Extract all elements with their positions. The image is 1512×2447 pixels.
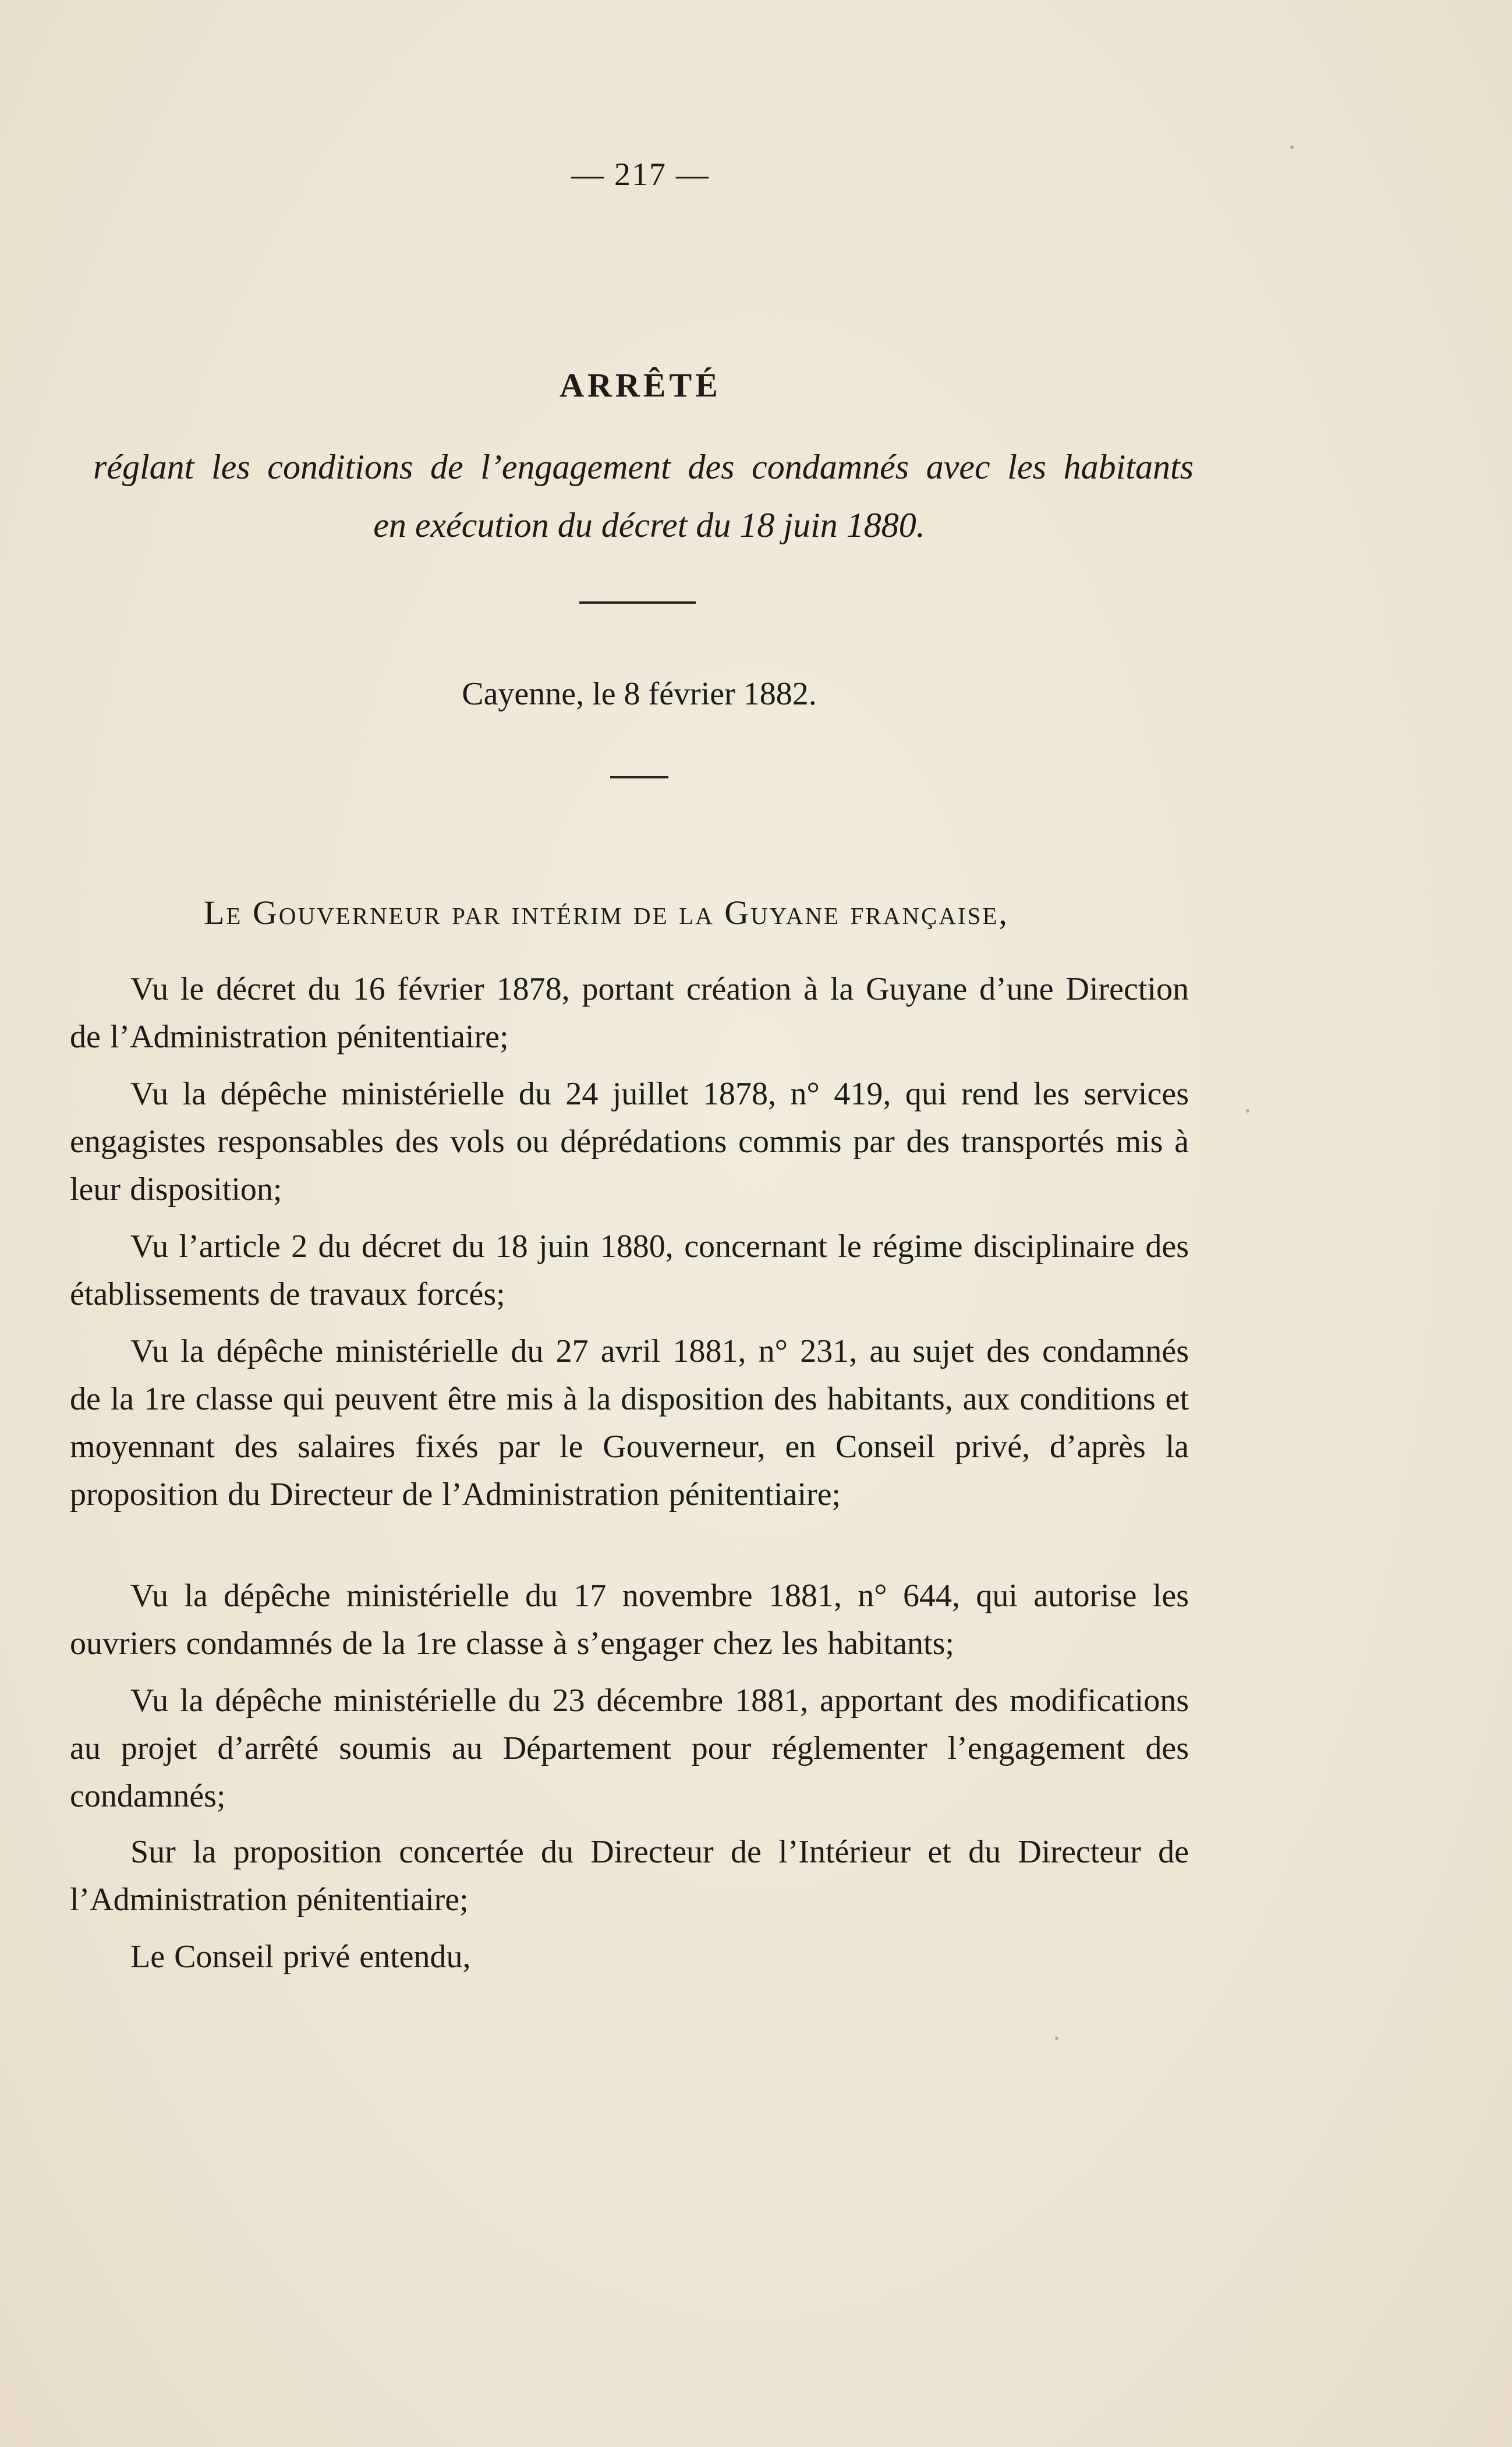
paragraph-vu-depeche-decembre-1881: Vu la dépêche ministérielle du 23 décembre 1881, apportant des modifications au projet d’arrêté soumis au Département pour réglementer l’engagement des condamnés; — [70, 1683, 1189, 1814]
paragraph-vu-depeche-juillet-1878: Vu la dépêche ministérielle du 24 juillet 1878, n° 419, qui rend les services engagistes responsables des vols ou déprédations commis par des transportés mis à leur disposition; — [70, 1076, 1189, 1207]
subtitle-line-1: réglant les conditions de l’engagement des condamnés avec les habitants — [93, 448, 1194, 486]
paragraph-conseil-prive: Le Conseil privé entendu, — [130, 1939, 471, 1975]
paragraph-vu-article-2: Vu l’article 2 du décret du 18 juin 1880, concernant le régime disciplinaire des établissements de travaux forcés; — [70, 1228, 1189, 1312]
page-number: — 217 — — [571, 157, 710, 193]
document-title: ARRÊTÉ — [560, 366, 721, 404]
paragraph-vu-depeche-novembre-1881: Vu la dépêche ministérielle du 17 novembre 1881, n° 644, qui autorise les ouvriers condamnés de la 1re classe à s’engager chez les habitants; — [70, 1578, 1189, 1662]
place-and-date: Cayenne, le 8 février 1882. — [462, 676, 817, 712]
subtitle-line-2: en exécution du décret du 18 juin 1880. — [373, 506, 925, 544]
separator-rule-short — [610, 776, 668, 778]
paragraph-vu-decret-1878: Vu le décret du 16 février 1878, portant création à la Guyane d’une Direction de l’Administration pénitentiaire; — [70, 971, 1189, 1055]
paragraph-vu-depeche-avril-1881: Vu la dépêche ministérielle du 27 avril 1881, n° 231, au sujet des condamnés de la 1re classe qui peuvent être mis à la disposition des habitants, aux conditions et moyennant des salaires fixés par le Gouverneur, en Conseil privé, d’après la proposition du Directeur de l’Administration pénitentiaire; — [70, 1333, 1189, 1513]
paper-speck — [1246, 1109, 1249, 1113]
governor-heading: Le Gouverneur par intérim de la Guyane française, — [204, 894, 1009, 932]
separator-rule-long — [579, 601, 696, 604]
paper-speck — [1055, 2037, 1058, 2040]
paper-speck — [1290, 146, 1294, 149]
paragraph-sur-la-proposition: Sur la proposition concertée du Directeur de l’Intérieur et du Directeur de l’Administration pénitentiaire; — [70, 1834, 1189, 1918]
